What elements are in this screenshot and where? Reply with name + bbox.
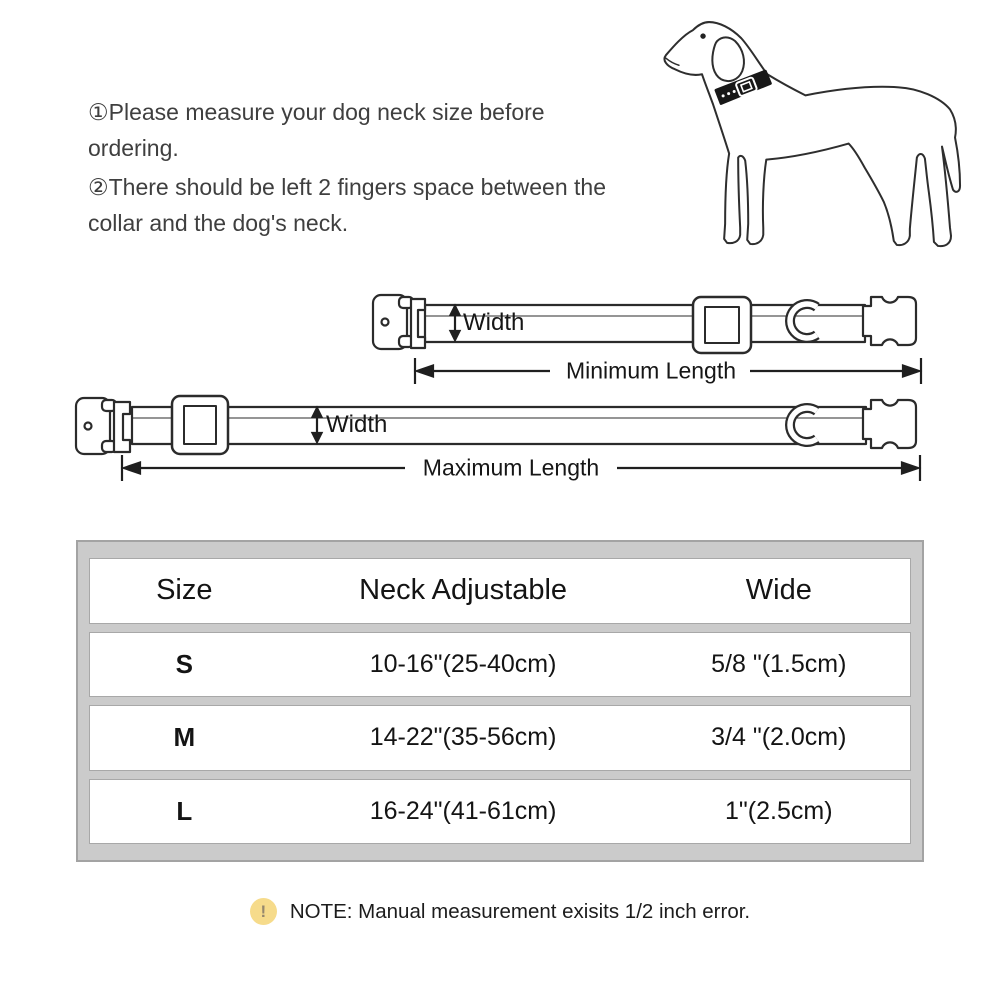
female-buckle-icon	[76, 398, 130, 454]
neck-adjustable-value: 16-24"(41-61cm)	[369, 796, 557, 825]
dog-eye	[700, 33, 705, 38]
table-header-row	[89, 558, 911, 624]
width-label: Width	[463, 309, 525, 336]
note	[0, 898, 1000, 925]
size-value: M	[173, 722, 196, 753]
minimum-length-label: Minimum Length	[565, 357, 737, 384]
instruction-step-2: ②There should be left 2 fingers space between the collar and the dog's neck.	[88, 174, 606, 236]
col-header-size: Size	[156, 574, 213, 607]
width-label: Width	[326, 411, 388, 438]
neck-adjustable-value: 10-16"(25-40cm)	[369, 649, 557, 678]
slider-icon	[172, 396, 228, 454]
exclamation-icon: !	[250, 898, 277, 925]
col-header-wide: Wide	[745, 574, 812, 607]
size-value: S	[175, 648, 193, 679]
collar-diagram-maximum	[60, 388, 930, 488]
wide-value: 3/4 "(2.0cm)	[711, 723, 847, 752]
dog-illustration	[652, 6, 990, 262]
neck-adjustable-value: 14-22"(35-56cm)	[369, 723, 557, 752]
table-row-m	[89, 705, 911, 771]
strap	[132, 407, 866, 444]
table-row-l	[89, 779, 911, 845]
slider-icon	[693, 297, 751, 353]
dog-body-outline	[664, 22, 960, 246]
collar-diagram-minimum	[355, 285, 930, 385]
col-header-neck-adjustable: Neck Adjustable	[359, 574, 568, 607]
size-value: L	[176, 795, 193, 826]
female-buckle-icon	[373, 295, 425, 349]
note-text: NOTE: Manual measurement exisits 1/2 inch error.	[289, 899, 751, 923]
male-buckle-icon	[863, 297, 916, 345]
maximum-length-label: Maximum Length	[422, 454, 600, 481]
wide-value: 5/8 "(1.5cm)	[711, 649, 847, 678]
size-table	[76, 540, 924, 862]
male-buckle-icon	[863, 400, 916, 448]
measuring-instructions	[88, 94, 633, 244]
wide-value: 1"(2.5cm)	[725, 796, 833, 825]
table-row-s	[89, 632, 911, 698]
instruction-step-1: ①Please measure your dog neck size before ordering.	[88, 99, 545, 161]
